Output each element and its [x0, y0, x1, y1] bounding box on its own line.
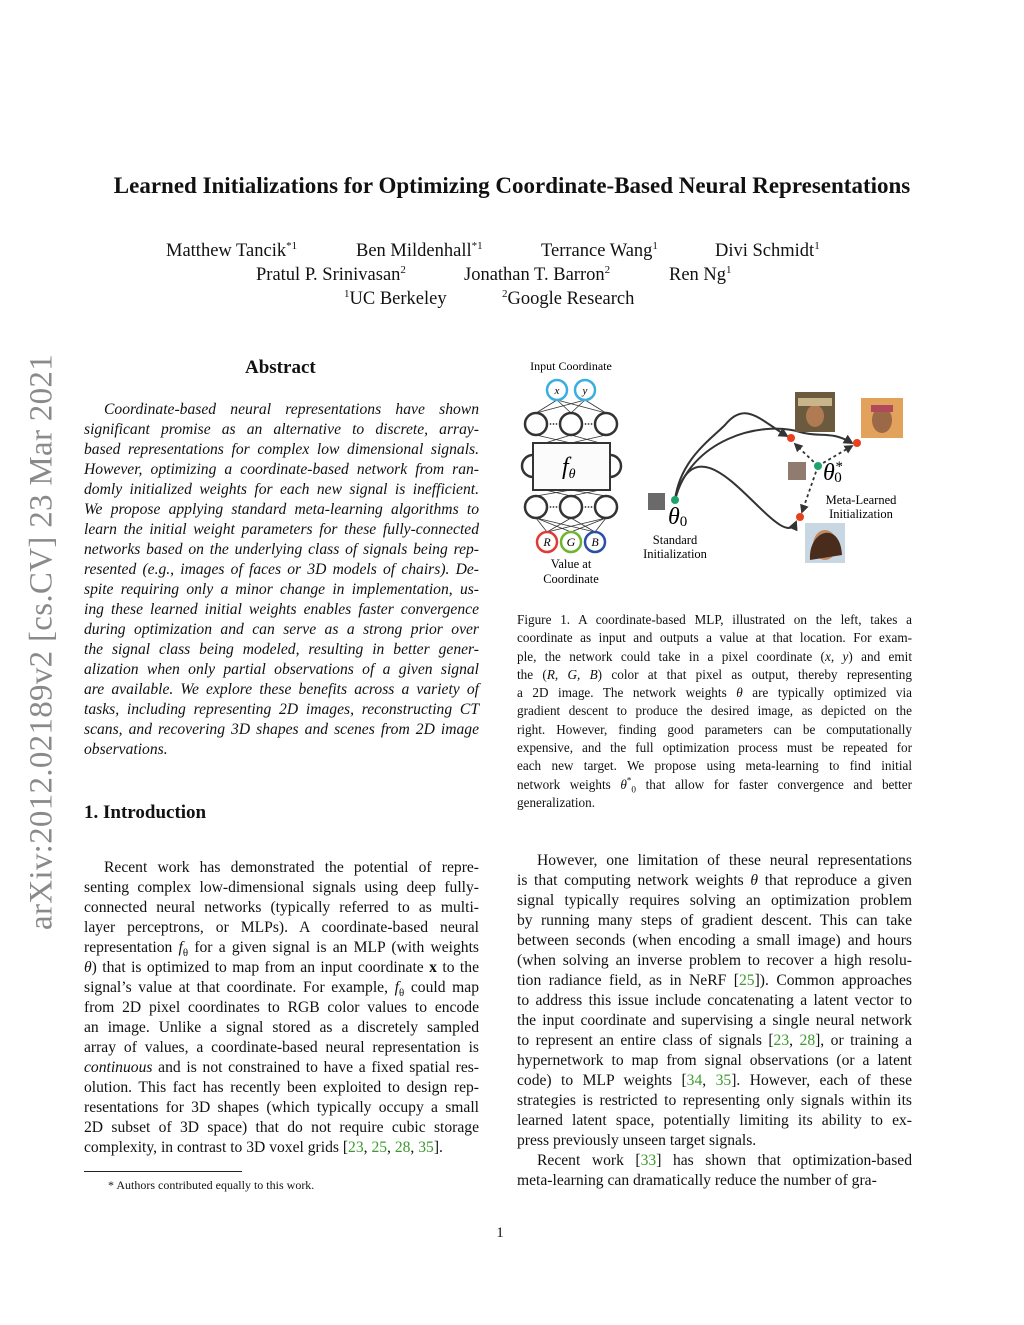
text-segment: ing these learned initial weights enables faster convergence [84, 601, 479, 618]
text-segment: , [702, 1072, 716, 1089]
text-line [517, 991, 912, 1011]
text-segment: are available. We explore these benefits across a variety of [84, 681, 479, 698]
paper-title: Learned Initializations for Optimizing Coordinate-Based Neural Representations [113, 173, 911, 198]
text-segment: are typically optimized via [742, 685, 912, 701]
text-line [517, 971, 912, 991]
text-segment: ]. [433, 1139, 443, 1156]
text-segment: 0 [631, 784, 637, 795]
text-segment: coordinate as input and outputs a value at that location. For exam- [517, 630, 912, 646]
text-segment: f [178, 939, 183, 956]
text-line [84, 858, 479, 878]
text-segment: based representations for complex low dimensional signals. [84, 441, 479, 458]
text-line [84, 580, 479, 600]
theta0-label: θ0 [668, 504, 688, 530]
intro-right-column [517, 851, 912, 1191]
optimization-diagram [643, 392, 903, 563]
text-segment: continuous [84, 1059, 153, 1076]
text-segment: that reproduce a given [758, 872, 912, 889]
meta-init-label: Meta-Learned [825, 493, 897, 507]
text-segment: tion radiance field, as in NeRF [ [517, 972, 739, 989]
text-segment: , [387, 1139, 395, 1156]
text-segment: by running many steps of gradient descent. This can take [517, 912, 912, 929]
text-line [517, 611, 912, 629]
text-segment: meta-learning can dramatically reduce the number of gra- [517, 1172, 877, 1189]
text-segment: Recent work [ [537, 1152, 641, 1169]
text-segment: alization when only partial observations of a given signal [84, 661, 479, 678]
text-line [84, 460, 479, 480]
text-segment: signal’s value at that coordinate. For example, [84, 979, 395, 996]
text-line [517, 1071, 912, 1091]
text-segment: domly initialized weights for each new signal is inefficient. [84, 481, 479, 498]
text-segment: Coordinate-based neural representations have shown [104, 401, 479, 418]
arxiv-identifier[interactable]: arXiv:2012.02189v2 [cs.CV] 23 Mar 2021 [23, 354, 60, 930]
text-line [517, 1031, 912, 1051]
text-segment: We propose applying standard meta-learning algorithms to [84, 501, 479, 518]
author: Pratul P. Srinivasan$^2$ [256, 263, 406, 285]
citation-link[interactable]: 28 [394, 1139, 411, 1156]
input-x-label: x [554, 385, 560, 397]
text-line [517, 911, 912, 931]
intro-left-column [84, 858, 479, 1158]
text-line [517, 951, 912, 971]
text-line [517, 1111, 912, 1131]
output-node-label: B [591, 535, 599, 549]
text-line [84, 1138, 479, 1158]
text-segment: , [363, 1139, 372, 1156]
text-segment: between seconds (when encoding a small image) and hours [517, 932, 912, 949]
text-line [84, 1078, 479, 1098]
footnote: * Authors contributed equally to this work. [108, 1178, 315, 1192]
text-segment: 2D subset of 3D space) that do not require cubic storage [84, 1119, 479, 1136]
text-segment: ]. However, each of these [731, 1072, 913, 1089]
text-line [84, 640, 479, 660]
text-segment: right. However, finding good parameters can be computationally [517, 721, 912, 737]
text-line [517, 871, 912, 891]
text-segment: olution. This fact has recently been exploited to design rep- [84, 1079, 479, 1096]
text-line [517, 1171, 912, 1191]
text-segment: a 2D image. The network weights [517, 685, 737, 701]
citation-link[interactable]: 34 [686, 1072, 703, 1089]
text-segment: resented (e.g., images of faces or 3D models of chairs). De- [84, 561, 479, 578]
text-segment: complexity, in contrast to 3D voxel grids [ [84, 1139, 349, 1156]
text-line [84, 700, 479, 720]
affiliation: $^2$Google Research [502, 287, 635, 309]
text-segment: representation [84, 939, 179, 956]
text-line [517, 776, 912, 794]
affiliation: $^1$UC Berkeley [344, 287, 447, 309]
output-nodes [537, 532, 605, 552]
text-segment: that allow for faster convergence and better [636, 776, 912, 792]
text-line [84, 420, 479, 440]
figure-1-diagram [510, 350, 920, 595]
text-line [84, 1038, 479, 1058]
text-segment: f [394, 979, 399, 996]
author: Terrance Wang$^1$ [541, 239, 658, 261]
text-segment: θ [750, 872, 759, 889]
text-segment: for a given signal is an MLP (with weights [188, 939, 479, 956]
text-line [517, 1131, 912, 1151]
text-line [84, 480, 479, 500]
text-segment: observations. [84, 741, 168, 758]
text-segment: However, optimizing a coordinate-based network from ran- [84, 461, 479, 478]
standard-init-image [648, 493, 665, 510]
footnote-divider [84, 1171, 242, 1172]
text-line [517, 794, 912, 812]
text-segment: networks based on the underlying class of signals being rep- [84, 541, 479, 558]
text-line [517, 666, 912, 684]
text-segment: to address this issue include concatenating a latent vector to [517, 992, 912, 1009]
abstract-heading: Abstract [245, 357, 316, 378]
text-segment: ]). Common approaches [754, 972, 913, 989]
text-segment: strategies is restricted to representing only signals within its [517, 1092, 912, 1109]
text-segment: generalization. [517, 794, 595, 810]
abstract-body [84, 400, 479, 760]
text-line [517, 702, 912, 720]
text-line [84, 878, 479, 898]
citation-link[interactable]: 25 [738, 972, 755, 989]
text-segment: Figure 1. A coordinate-based MLP, illustrated on the left, takes a [517, 612, 912, 627]
text-segment: significant promise as an alternative to discrete, array- [84, 421, 479, 438]
text-segment: to represent an entire class of signals [ [517, 1032, 774, 1049]
target-point [796, 513, 804, 521]
text-segment: ] has shown that optimization-based [656, 1152, 912, 1169]
text-segment: to the [436, 959, 479, 976]
text-segment: senting complex low-dimensional signals using deep fully- [84, 879, 479, 896]
text-segment: the ( [517, 666, 547, 682]
citation-link[interactable]: 23 [773, 1032, 790, 1049]
text-segment: an image. Unlike a signal stored as a discretely sampled [84, 1019, 479, 1036]
text-segment: ) that is optimized to map from an input coordinate [91, 959, 430, 976]
text-segment: signal typically requires solving an optimization problem [517, 892, 912, 909]
text-segment: and is not constrained to have a fixed spatial res- [152, 1059, 479, 1076]
text-segment: ) color at that pixel as output, thereby representing [597, 666, 912, 682]
text-segment: x [429, 959, 437, 976]
text-segment: learn the initial weight parameters for these fully-connected [84, 521, 479, 538]
text-line [84, 680, 479, 700]
text-segment: the input coordinate and supervising a single neural network [517, 1012, 912, 1029]
citation-link[interactable]: 25 [371, 1139, 388, 1156]
output-node-label: R [543, 535, 551, 549]
text-line [84, 720, 479, 740]
target-point [787, 434, 795, 442]
text-line [84, 620, 479, 640]
text-line [84, 958, 479, 978]
text-segment: x, y [824, 648, 849, 664]
text-line [517, 931, 912, 951]
text-line [84, 918, 479, 938]
text-line [84, 938, 479, 958]
text-segment: learned latent space, potentially limiting its ability to ex- [517, 1112, 912, 1129]
text-line [84, 540, 479, 560]
text-segment: θ [398, 987, 405, 1000]
text-segment: press previously unseen target signals. [517, 1132, 757, 1149]
citation-link[interactable]: 28 [799, 1032, 816, 1049]
text-line [517, 721, 912, 739]
citation-link[interactable]: 35 [715, 1072, 732, 1089]
text-segment: R, G, B [546, 666, 598, 682]
text-segment: , [410, 1139, 419, 1156]
page-number: 1 [496, 1225, 504, 1241]
input-coordinate-label: Input Coordinate [530, 359, 612, 373]
text-segment: gradient descent to produce the desired image, as depicted on the [517, 703, 912, 719]
text-line [517, 648, 912, 666]
text-segment: connected neural networks (typically referred to as multi- [84, 899, 479, 916]
text-line [84, 740, 479, 760]
text-segment: resentations for 3D shapes (which typically occupy a small [84, 1099, 479, 1116]
text-segment: tasks, including representing 2D images, reconstructing CT [84, 701, 479, 718]
text-segment: Recent work has demonstrated the potential of repre- [104, 859, 479, 876]
text-segment: could map [404, 979, 479, 996]
citation-link[interactable]: 35 [418, 1139, 434, 1156]
text-line [517, 629, 912, 647]
text-line [517, 757, 912, 775]
text-segment: spite requiring only a minor change in implementation, us- [84, 581, 479, 598]
author: Ben Mildenhall$^{*1}$ [356, 239, 483, 261]
text-segment: network weights [517, 776, 621, 792]
standard-init-label: Initialization [643, 547, 707, 561]
text-line [84, 1098, 479, 1118]
text-line [84, 520, 479, 540]
text-line [517, 684, 912, 702]
text-segment: array of values, a coordinate-based neural representation is [84, 1039, 479, 1056]
text-line [84, 560, 479, 580]
text-segment: * [626, 775, 632, 786]
input-y-label: y [582, 385, 588, 397]
meta-init-image [788, 462, 806, 480]
output-label: Value at [550, 557, 592, 571]
text-line [84, 440, 479, 460]
standard-init-label: Standard [652, 533, 698, 547]
section-heading-introduction: 1. Introduction [84, 802, 207, 823]
text-segment: ) and emit [848, 648, 912, 664]
text-line [517, 891, 912, 911]
mlp-label: fθ [562, 454, 576, 482]
text-segment: θ [84, 959, 92, 976]
output-node-label: G [566, 535, 576, 549]
text-line [84, 978, 479, 998]
text-line [84, 998, 479, 1018]
text-line [517, 1011, 912, 1031]
text-line [84, 400, 479, 420]
text-segment: θ [736, 685, 743, 701]
text-line [517, 1091, 912, 1111]
text-segment: layer perceptrons, or MLPs). A coordinate-based neural [84, 919, 479, 936]
text-line [84, 1118, 479, 1138]
figure-1-caption [517, 611, 912, 812]
text-segment: each new target. We propose using meta-learning to find initial [517, 758, 912, 774]
text-segment: ], or training a [815, 1032, 913, 1049]
author: Jonathan T. Barron$^2$ [464, 263, 611, 285]
text-segment: scans, and recovering 3D shapes and scenes from 2D image [84, 721, 479, 738]
text-line [84, 898, 479, 918]
text-segment: θ [620, 776, 627, 792]
network-diagram [522, 359, 621, 586]
text-line [517, 851, 912, 871]
citation-link[interactable]: 23 [348, 1139, 364, 1156]
text-segment: hypernetwork to map from signal observations (or a latent [517, 1052, 912, 1069]
text-segment: code) to MLP weights [ [517, 1072, 687, 1089]
text-line [517, 1051, 912, 1071]
text-segment: is that computing network weights [517, 872, 751, 889]
author: Matthew Tancik$^{*1}$ [166, 239, 298, 261]
text-line [84, 500, 479, 520]
text-segment: during optimization and can serve as a strong prior over [84, 621, 479, 638]
text-segment: ple, the network could take in a pixel coordinate ( [517, 648, 825, 664]
output-label: Coordinate [543, 572, 599, 586]
theta0-point [671, 496, 679, 504]
text-line [517, 1151, 912, 1171]
text-line [84, 1018, 479, 1038]
text-line [84, 1058, 479, 1078]
text-segment: the signal class being modeled, resulting in better gener- [84, 641, 479, 658]
text-segment: θ [182, 947, 189, 960]
text-line [517, 739, 912, 757]
text-segment: , [789, 1032, 800, 1049]
text-line [84, 660, 479, 680]
text-segment: expensive, and the full optimization process must be repeated for [517, 740, 912, 756]
theta0-star-label: θ* 0 [823, 459, 843, 486]
theta0-star-point [814, 462, 822, 470]
author: Divi Schmidt$^1$ [715, 239, 820, 261]
text-line [84, 600, 479, 620]
target-point [853, 439, 861, 447]
text-segment: from 2D pixel coordinates to RGB color values to encode [84, 999, 479, 1016]
meta-init-label: Initialization [829, 507, 893, 521]
text-segment: However, one limitation of these neural representations [537, 852, 912, 869]
author: Ren Ng$^1$ [669, 263, 732, 285]
text-segment: (when solving an inverse problem to recover a high resolu- [517, 952, 912, 969]
citation-link[interactable]: 33 [640, 1152, 657, 1169]
